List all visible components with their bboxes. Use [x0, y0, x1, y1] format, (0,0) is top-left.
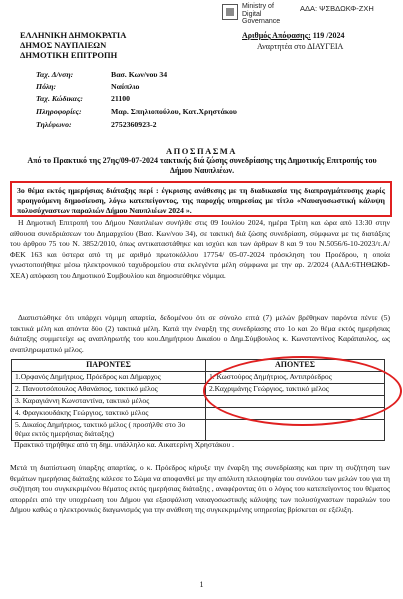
paragraph-2-text: Διαπιστώθηκε ότι υπάρχει νόμιμη απαρτία, δεδομένου ότι σε σύνολο επτά (7) μελών βρέθηκαν παρόντα πέντε (5) τακτικά μέλη και απόντα δύο (2) τακτικά μέλη. Κατά την έναρξη της συνεδρίασης στο 1ο και 2ο θέμα εκτός ημερήσιας διάταξης συμμετείχε ως αναπληρωτής του κου.Δημήτριου Δικαίου ο Δημ.Σύμβουλος κ. Κωνσταντίνος Καράπαυλος, ως αναπληρωματικό μέλος.	[10, 313, 390, 354]
contact-value-address: Βασ. Κων/νου 34	[111, 70, 168, 79]
closing-paragraph	[10, 463, 390, 516]
present-cell: 3. Καραγιάννη Κωνσταντίνα, τακτικό μέλος	[12, 396, 206, 408]
absent-cell: 1. Κωστούρος Δημήτριος, Αντιπρόεδρος	[205, 372, 384, 384]
contact-label-postcode: Ταχ. Κώδικας:	[36, 94, 84, 103]
body-paragraph-1	[10, 218, 390, 281]
present-header: ΠΑΡΟΝΤΕΣ	[12, 360, 206, 372]
logo-line-2: Digital	[242, 10, 262, 18]
subject-text: 3ο θέμα εκτός ημερήσιας διάταξης περί : έγκρισης ανάθεσης με τη διαδικασία της διαπραγμάτευσης χωρίς προηγούμενη δημοσίευση, λόγω κατεπείγοντος, της παροχής υπηρεσίας με τίτλο «Ναυαγοσωστική κάλυψη πολυσύχναστων παραλιών Δήμου Ναυπλιέων 2024 ».	[17, 186, 385, 215]
absent-header: ΑΠΟΝΤΕΣ	[205, 360, 384, 372]
contact-label-info: Πληροφορίες:	[36, 107, 82, 116]
contact-label-phone: Τηλέφωνο:	[36, 120, 72, 129]
logo-line-3: Governance	[242, 18, 281, 25]
decision-value: 119 /2024	[312, 31, 345, 40]
highlight-ellipse	[203, 356, 402, 426]
contact-label-city: Πόλη:	[36, 82, 57, 91]
present-cell: 4. Φραγκιουδάκης Γεώργιος, τακτικό μέλος	[12, 408, 206, 420]
contact-value-info: Μαρ. Σπηλιοπούλου, Κατ.Χρηστάκου	[111, 107, 237, 116]
ada-code: ΑΔΑ: ΨΣΒΔΩΚΦ-ΖΧΗ	[300, 4, 374, 13]
decision-label: Αριθμός Απόφασης:	[242, 31, 311, 40]
page-number: 1	[199, 580, 204, 589]
paragraph-1-text: Η Δημοτική Επιτροπή του Δήμου Ναυπλιέων συνήλθε στις 09 Ιουλίου 2024, ημέρα Τρίτη και ώρα από 13:30 στην αίθουσα συνεδριάσεων του Δημαρχείου (Βασ. Κων/νου 34), σε τακτική διά ζώσης συνεδρίαση, σύμφωνα με τις διατάξεις του άρθρου 75 του Ν. 3852/2010, όπως αντικαταστάθηκε και ισχύει και των άρθρων 8 και 9 του Ν.5056/6-10-2023/τ.Α/ΦΕΚ 163 και ύστερα από τη με αριθμό πρωτοκόλλου 17754/ 05-07-2024 πρόσκληση του Προέδρου, η οποία γνωστοποιήθηκε μέσω ηλεκτρονικού ταχυδρομείου στα εκλεγέντα μέλη σύμφωνα με την αρ. 2/2024 (ΑΔΑ:6ΤΗΘΩΚΦ-ΧΕΑ) απόφαση του Δημοτικού Συμβουλίου και δημοσιεύθηκε νόμιμα.	[10, 218, 390, 280]
contact-value-postcode: 21100	[111, 94, 131, 103]
ministry-logo-icon	[222, 4, 238, 20]
header-line-2: ΔΗΜΟΣ ΝΑΥΠΛΙΕΩΝ	[20, 40, 107, 50]
header-line-3: ΔΗΜΟΤΙΚΗ ΕΠΙΤΡΟΠΗ	[20, 50, 118, 60]
document-subtitle: Από το Πρακτικό της 27ης/09-07-2024 τακτικής διά ζώσης συνεδρίασης της Δημοτικής Επιτροπής του Δήμου Ναυπλιέων.	[27, 156, 377, 175]
subject-box	[10, 181, 392, 217]
header-line-1: ΕΛΛΗΝΙΚΗ ΔΗΜΟΚΡΑΤΙΑ	[20, 30, 127, 40]
closing-text: Μετά τη διαπίστωση ύπαρξης απαρτίας, ο κ. Πρόεδρος κήρυξε την έναρξη της συνεδρίασης και πριν τη συζήτηση των θεμάτων ημερήσιας διάταξης κάλεσε το Σώμα να αποφανθεί με την απόλυτη πλειοψηφία του συνόλου των μελών του για τη συζήτηση του συγκεκριμένου θέματος εκτός ημερήσιας διάταξης , αναφέροντας ότι ο λόγος του κατεπείγοντος του θέματος απορρέει από την υποχρέωση του Δήμου για εξασφάλιση ναυαγοσωστικής κάλυψης των πολυσύχναστων παραλιών του Δήμου καθώς ο ηλεκτρονικός διαγωνισμός για την ανάθεση της συγκεκριμένης υπηρεσίας βρίσκεται σε εξέλιξη.	[10, 463, 390, 514]
present-cell: 2. Πανουτσόπουλος Αθανάσιος, τακτικό μέλος	[12, 384, 206, 396]
minutes-note: Πρακτικό τηρήθηκε από τη δημ. υπάλληλο κα. Αικατερίνη Χρηστάκου .	[14, 440, 235, 449]
contact-label-address: Ταχ. Δ/νση:	[36, 70, 74, 79]
logo-line-1: Ministry of	[242, 3, 274, 10]
contact-value-phone: 2752360923-2	[111, 120, 157, 129]
present-cell: 1.Ορφανός Δημήτριος, Πρόεδρος και Δήμαρχος	[12, 372, 206, 384]
body-paragraph-2	[10, 313, 390, 355]
contact-value-city: Ναύπλιο	[111, 82, 140, 91]
present-cell: 5. Δικαίος Δημήτριος, τακτικό μέλος ( προσήλθε στο 3ο θέμα εκτός ημερήσιας διάταξης)	[12, 420, 206, 441]
ministry-logo-text	[242, 3, 280, 26]
absent-cell: 2.Καχριμάνης Γεώργιος, τακτικό μέλος	[205, 384, 384, 396]
posted-note: Αναρτητέα στο ΔΙΑΥΓΕΙΑ	[257, 42, 344, 51]
document-title: ΑΠΟΣΠΑΣΜΑ	[166, 146, 237, 156]
decision-number	[242, 31, 345, 40]
